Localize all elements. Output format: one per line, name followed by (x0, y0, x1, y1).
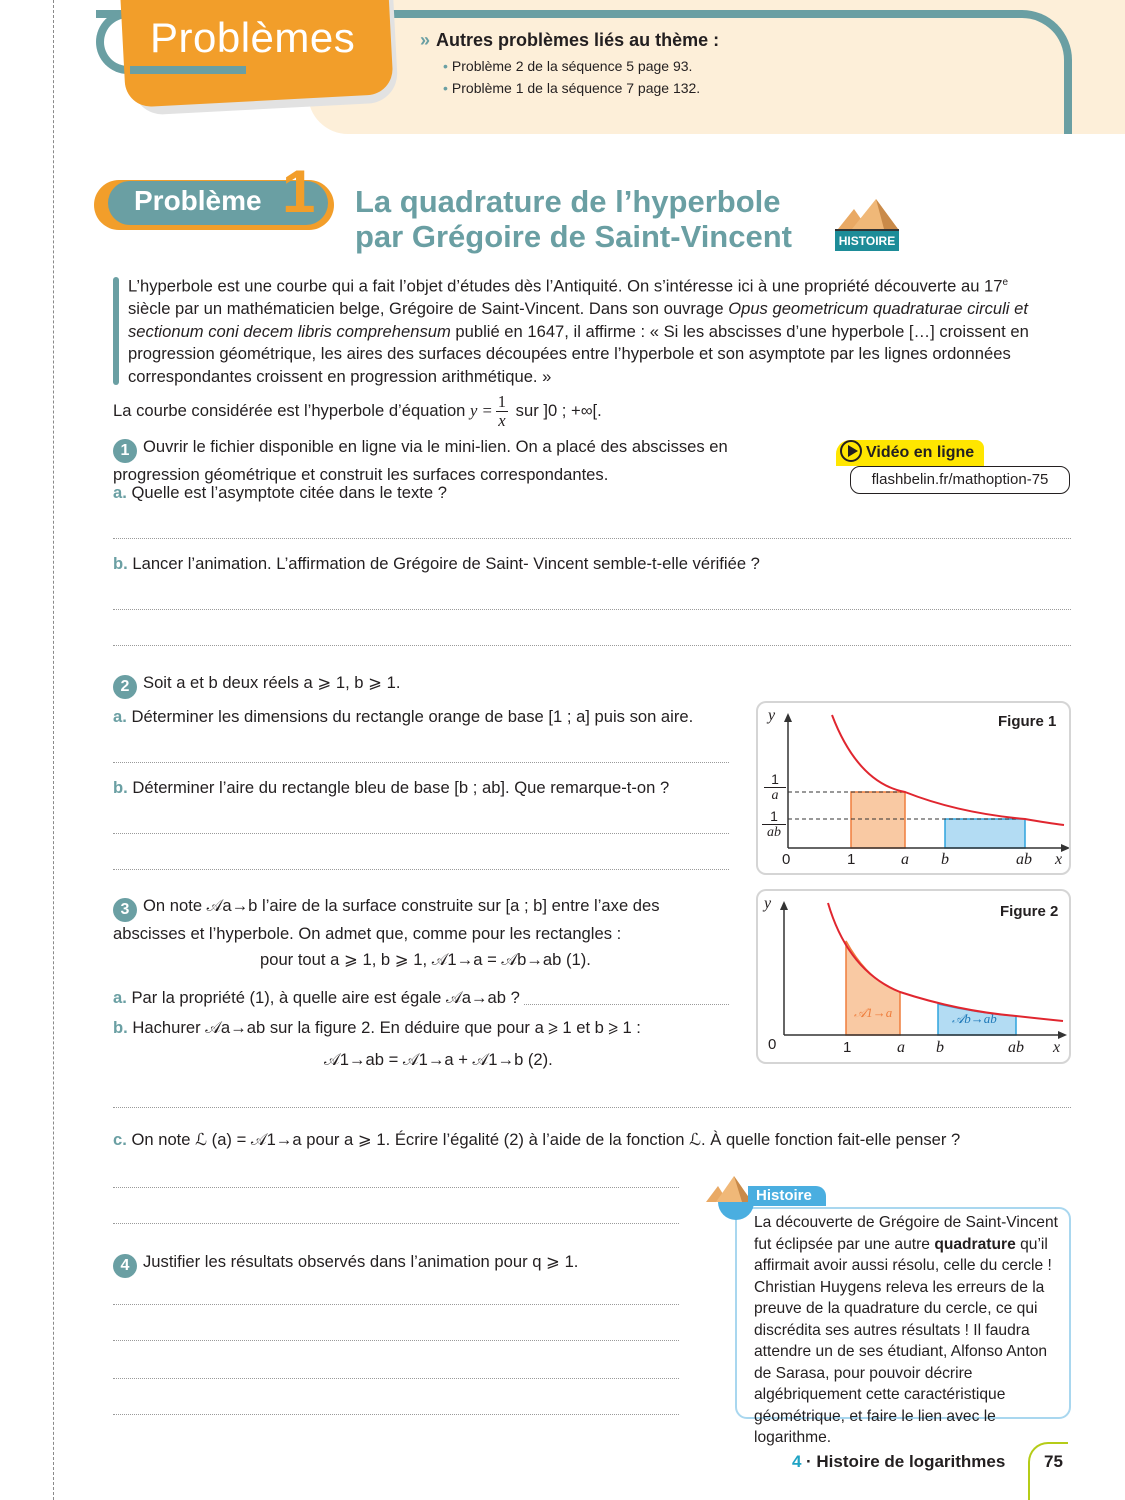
answer-line[interactable] (524, 1004, 729, 1005)
question-number-badge: 1 (113, 439, 137, 463)
fraction-denominator: x (498, 411, 506, 430)
question-text: Déterminer l’aire du rectangle bleu de base [b ; ab]. Que remarque-t-on ? (132, 778, 670, 797)
question-3a (113, 986, 520, 1009)
video-online-link[interactable] (836, 440, 984, 466)
related-item-text: Problème 2 de la séquence 5 page 93. (451, 58, 693, 74)
area-label-orange: 𝒜1→a (854, 1005, 893, 1020)
intro-text: L’hyperbole est une courbe qui a fait l’objet d’études dès l’Antiquité. On s’intéresse ici à une propriété découverte au 17 (128, 276, 1003, 296)
question-text: Par la propriété (1), à quelle aire est égale 𝒜a→ab ? (131, 988, 520, 1007)
problem-number: 1 (282, 158, 316, 225)
question-text: Déterminer les dimensions du rectangle orange de base [1 ; a] puis son aire. (131, 707, 694, 726)
y-tick-1-over-ab: 1 ab (762, 808, 786, 841)
histoire-text-part: qu’il affirmait avoir aussi résolu, celle du cercle ! Christian Huygens releva les erreurs de la preuve de la quadrature du cercle, ce qui discrédita ses autres résultats ! Il faudra attendre un de ses étudiant, Alfonso Anton de Sarasa, pour pouvoir décrire algébriquement cette caractéristique géométrique, et faire le lien avec le logarithme. (754, 1235, 1052, 1446)
intro-paragraph (128, 272, 1048, 389)
figure-2 (756, 889, 1071, 1064)
question-number-badge: 4 (113, 1254, 137, 1278)
answer-line[interactable] (113, 1304, 679, 1305)
histoire-keyword: quadrature (934, 1235, 1016, 1253)
question-text: On note ℒ (a) = 𝒜1→a pour a ⩾ 1. Écrire l’égalité (2) à l’aide de la fonction ℒ. À quelle fonction fait-elle penser ? (131, 1130, 961, 1149)
video-label: Vidéo en ligne (866, 444, 975, 461)
sub-label: a. (113, 988, 127, 1007)
related-heading (420, 30, 719, 51)
sub-label: c. (113, 1130, 127, 1149)
question-text: On note 𝒜a→b l’aire de la surface construite sur [a ; b] entre l’axe des abscisses et l’hyperbole. On admet que, comme pour les rectangles : (113, 896, 660, 943)
bullet-icon: • (443, 80, 448, 96)
histoire-tag: Histoire (748, 1186, 826, 1206)
area-label-blue: 𝒜b→ab (952, 1011, 997, 1026)
answer-line[interactable] (113, 538, 1071, 539)
answer-line[interactable] (113, 833, 729, 834)
x-tick: b (936, 1039, 944, 1056)
x-tick: a (901, 851, 909, 868)
quote-bar (113, 277, 119, 385)
cut-line (53, 0, 54, 1500)
question-3 (113, 894, 733, 945)
related-item-text: Problème 1 de la séquence 7 page 132. (451, 80, 701, 96)
x-tick: b (941, 851, 949, 868)
origin-label: 0 (768, 1036, 777, 1053)
related-item[interactable] (443, 58, 692, 74)
answer-line[interactable] (113, 1107, 1071, 1108)
question-text: Quelle est l’asymptote citée dans le texte ? (131, 483, 447, 502)
figure-title: Figure 2 (1000, 903, 1059, 920)
answer-line[interactable] (113, 1414, 679, 1415)
answer-line[interactable] (113, 645, 1071, 646)
question-text: Soit a et b deux réels a ⩾ 1, b ⩾ 1. (143, 673, 401, 692)
question-3c (113, 1128, 960, 1151)
curve-text: La courbe considérée est l’hyperbole d’équation (113, 400, 466, 420)
answer-line[interactable] (113, 1187, 679, 1188)
x-tick: ab (1016, 851, 1032, 868)
eq-y: y = (470, 400, 493, 420)
sub-label: b. (113, 778, 128, 797)
histoire-badge: HISTOIRE (835, 231, 899, 251)
curve-domain: sur ]0 ; +∞[. (515, 400, 602, 420)
x-tick: a (897, 1039, 905, 1056)
page-number: 75 (1044, 1452, 1063, 1471)
question-1a (113, 481, 447, 504)
play-icon (840, 440, 862, 462)
chapter-title: · Histoire de logarithmes (806, 1452, 1006, 1471)
problem-label: Problème (134, 185, 262, 216)
problem-title (355, 184, 792, 254)
bullet-icon: • (443, 58, 448, 74)
answer-line[interactable] (113, 1340, 679, 1341)
question-text: Hachurer 𝒜a→ab sur la figure 2. En déduire que pour a ⩾ 1 et b ⩾ 1 : (132, 1018, 641, 1037)
fraction-numerator: 1 (497, 392, 507, 411)
sub-label: a. (113, 483, 127, 502)
question-text: Justifier les résultats observés dans l’animation pour q ⩾ 1. (143, 1252, 579, 1271)
formula-1: pour tout a ⩾ 1, b ⩾ 1, 𝒜1→a = 𝒜b→ab (1). (260, 950, 591, 969)
histoire-text (754, 1212, 1064, 1449)
answer-line[interactable] (113, 762, 729, 763)
double-chevron-icon: » (420, 30, 431, 50)
y-axis-label: y (768, 707, 776, 724)
question-text: Ouvrir le fichier disponible en ligne via le mini-lien. On a placé des abscisses en progression géométrique et construit les surfaces correspondantes. (113, 437, 728, 484)
question-1 (113, 435, 813, 486)
x-axis-label: x (1053, 1039, 1061, 1056)
question-4 (113, 1250, 578, 1278)
x-tick: 1 (843, 1039, 852, 1056)
title-line-2: par Grégoire de Saint-Vincent (355, 219, 792, 254)
answer-line[interactable] (113, 869, 729, 870)
formula-2: 𝒜1→ab = 𝒜1→a + 𝒜1→b (2). (324, 1050, 553, 1069)
title-line-1: La quadrature de l’hyperbole (355, 184, 781, 219)
figure-title: Figure 1 (998, 713, 1057, 730)
question-2 (113, 671, 401, 699)
x-axis-label: x (1055, 851, 1063, 868)
sub-label: b. (113, 1018, 128, 1037)
sub-label: b. (113, 554, 128, 573)
related-item[interactable] (443, 80, 700, 96)
figure-1 (756, 701, 1071, 875)
question-number-badge: 2 (113, 675, 137, 699)
question-2a (113, 705, 693, 728)
section-title: Problèmes (150, 14, 356, 61)
x-tick: ab (1008, 1039, 1024, 1056)
question-2b (113, 776, 669, 799)
tab-underline (130, 66, 246, 74)
question-number-badge: 3 (113, 898, 137, 922)
x-tick: 1 (847, 851, 856, 868)
header-frame-mask (1060, 134, 1090, 234)
y-tick-1-over-a: 1 a (764, 771, 786, 804)
book-title: Opus geometricum quadraturae circuli et sectionum coni decem libris comprehensum (128, 299, 1028, 341)
fraction (496, 393, 508, 430)
question-text: Lancer l’animation. L’affirmation de Grégoire de Saint- Vincent semble-t-elle vérifiée ? (132, 554, 760, 573)
intro-text: siècle par un mathématicien belge, Grégoire de Saint-Vincent. Dans son ouvrage (128, 299, 729, 319)
intro-text: publié en 1647, il affirme : « Si les abscisses d’une hyperbole […] croissent en progression géométrique, les aires des surfaces découpées entre l’hyperbole et son asymptote par les lignes ordonnées correspondantes croissent en progression arithmétique. » (128, 321, 1029, 386)
y-axis-label: y (764, 895, 772, 912)
answer-line[interactable] (113, 1223, 679, 1224)
question-1b (113, 552, 760, 575)
superscript: e (1002, 277, 1009, 288)
answer-line[interactable] (113, 609, 1071, 610)
histoire-text-part: La découverte de Grégoire de Saint-Vincent fut éclipsée par une autre (754, 1214, 1058, 1253)
related-heading-text: Autres problèmes liés au thème : (436, 30, 720, 50)
question-3b (113, 1016, 641, 1039)
mini-link[interactable]: flashbelin.fr/mathoption-75 (850, 466, 1070, 494)
answer-line[interactable] (113, 1378, 679, 1379)
sub-label: a. (113, 707, 127, 726)
curve-equation-line (113, 393, 602, 430)
origin-label: 0 (782, 851, 791, 868)
chapter-number: 4 (792, 1452, 802, 1471)
